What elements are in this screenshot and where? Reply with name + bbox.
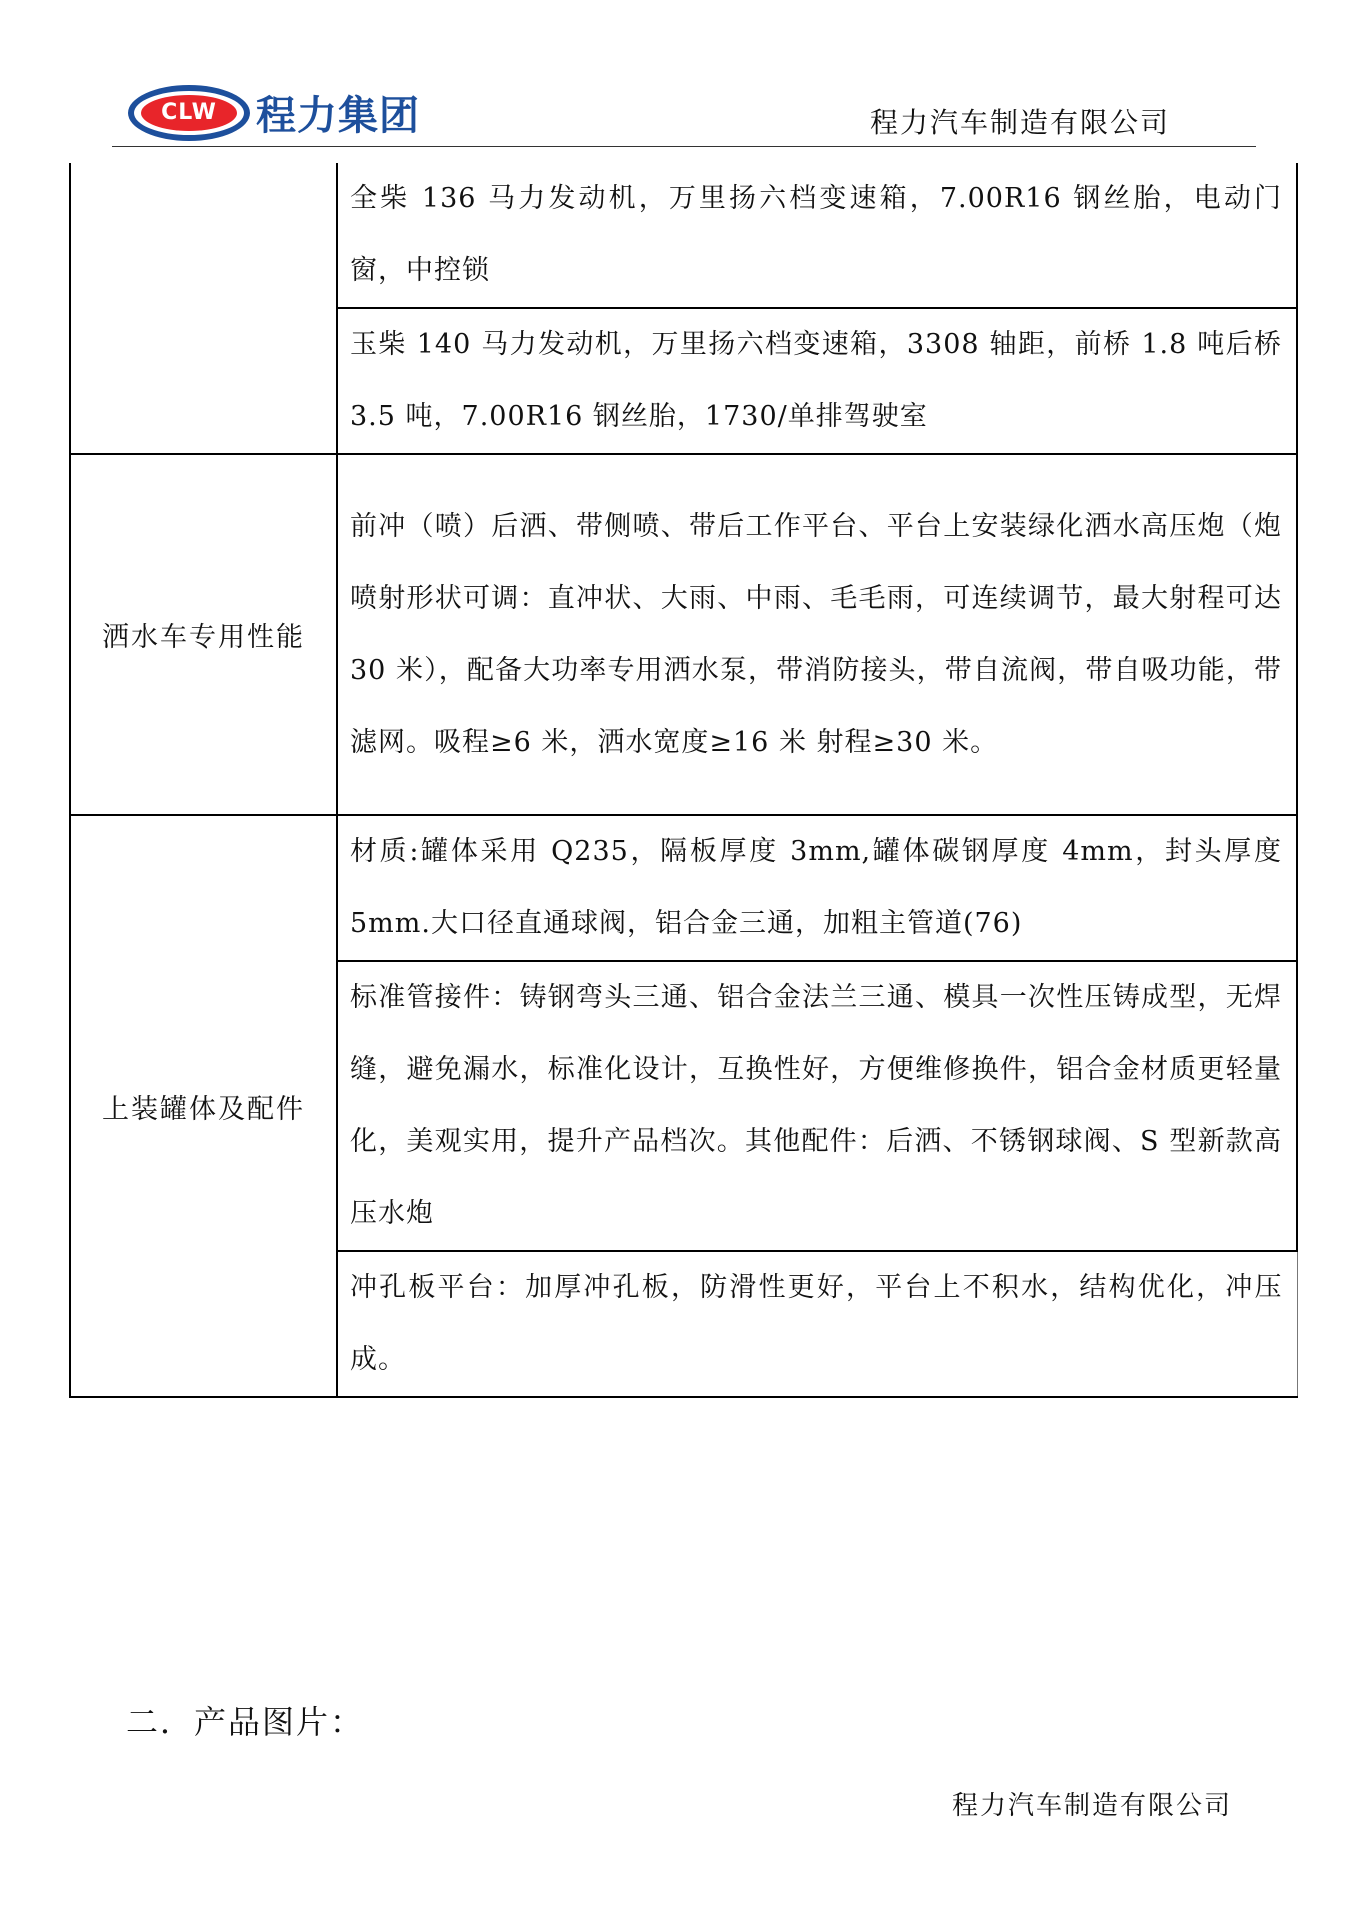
section-title: 二．产品图片： bbox=[126, 1703, 365, 1741]
clw-badge-icon bbox=[128, 85, 250, 141]
table-content-cell: 材质:罐体采用 Q235，隔板厚度 3mm,罐体碳钢厚度 4mm，封头厚度 5mm.大口径直通球阀，铝合金三通，加粗主管道(76) bbox=[337, 815, 1297, 961]
table-row bbox=[70, 454, 1297, 815]
logo-badge-text: CLW bbox=[141, 95, 237, 131]
spec-table bbox=[69, 163, 1298, 1398]
table-label-cell: 上装罐体及配件 bbox=[70, 815, 337, 1397]
table-label-cell bbox=[70, 163, 337, 454]
table-row bbox=[70, 815, 1297, 961]
table-content-cell: 全柴 136 马力发动机，万里扬六档变速箱，7.00R16 钢丝胎，电动门窗，中控锁 bbox=[337, 163, 1297, 308]
header-divider bbox=[112, 146, 1256, 147]
table-content-cell: 冲孔板平台：加厚冲孔板，防滑性更好，平台上不积水，结构优化，冲压成。 bbox=[337, 1251, 1297, 1397]
table-content-cell: 前冲（喷）后洒、带侧喷、带后工作平台、平台上安装绿化洒水高压炮（炮喷射形状可调：直冲状、大雨、中雨、毛毛雨，可连续调节，最大射程可达 30 米），配备大功率专用洒水泵，带消防接头，带自流阀，带自吸功能，带滤网。吸程≥6 米，洒水宽度≥16 米 射程≥30 米。 bbox=[337, 454, 1297, 815]
header-company-name: 程力汽车制造有限公司 bbox=[870, 106, 1171, 139]
table-content-cell: 标准管接件：铸钢弯头三通、铝合金法兰三通、模具一次性压铸成型，无焊缝，避免漏水，标准化设计，互换性好，方便维修换件，铝合金材质更轻量化，美观实用，提升产品档次。其他配件：后洒、不锈钢球阀、S 型新款高压水炮 bbox=[337, 961, 1297, 1251]
table-label-cell: 洒水车专用性能 bbox=[70, 454, 337, 815]
logo-wordmark: 程力集团 bbox=[256, 93, 420, 139]
table-content-cell: 玉柴 140 马力发动机，万里扬六档变速箱，3308 轴距，前桥 1.8 吨后桥 3.5 吨，7.00R16 钢丝胎，1730/单排驾驶室 bbox=[337, 308, 1297, 454]
company-logo bbox=[128, 84, 420, 141]
table-row bbox=[70, 163, 1297, 308]
footer-company-name: 程力汽车制造有限公司 bbox=[952, 1791, 1233, 1821]
